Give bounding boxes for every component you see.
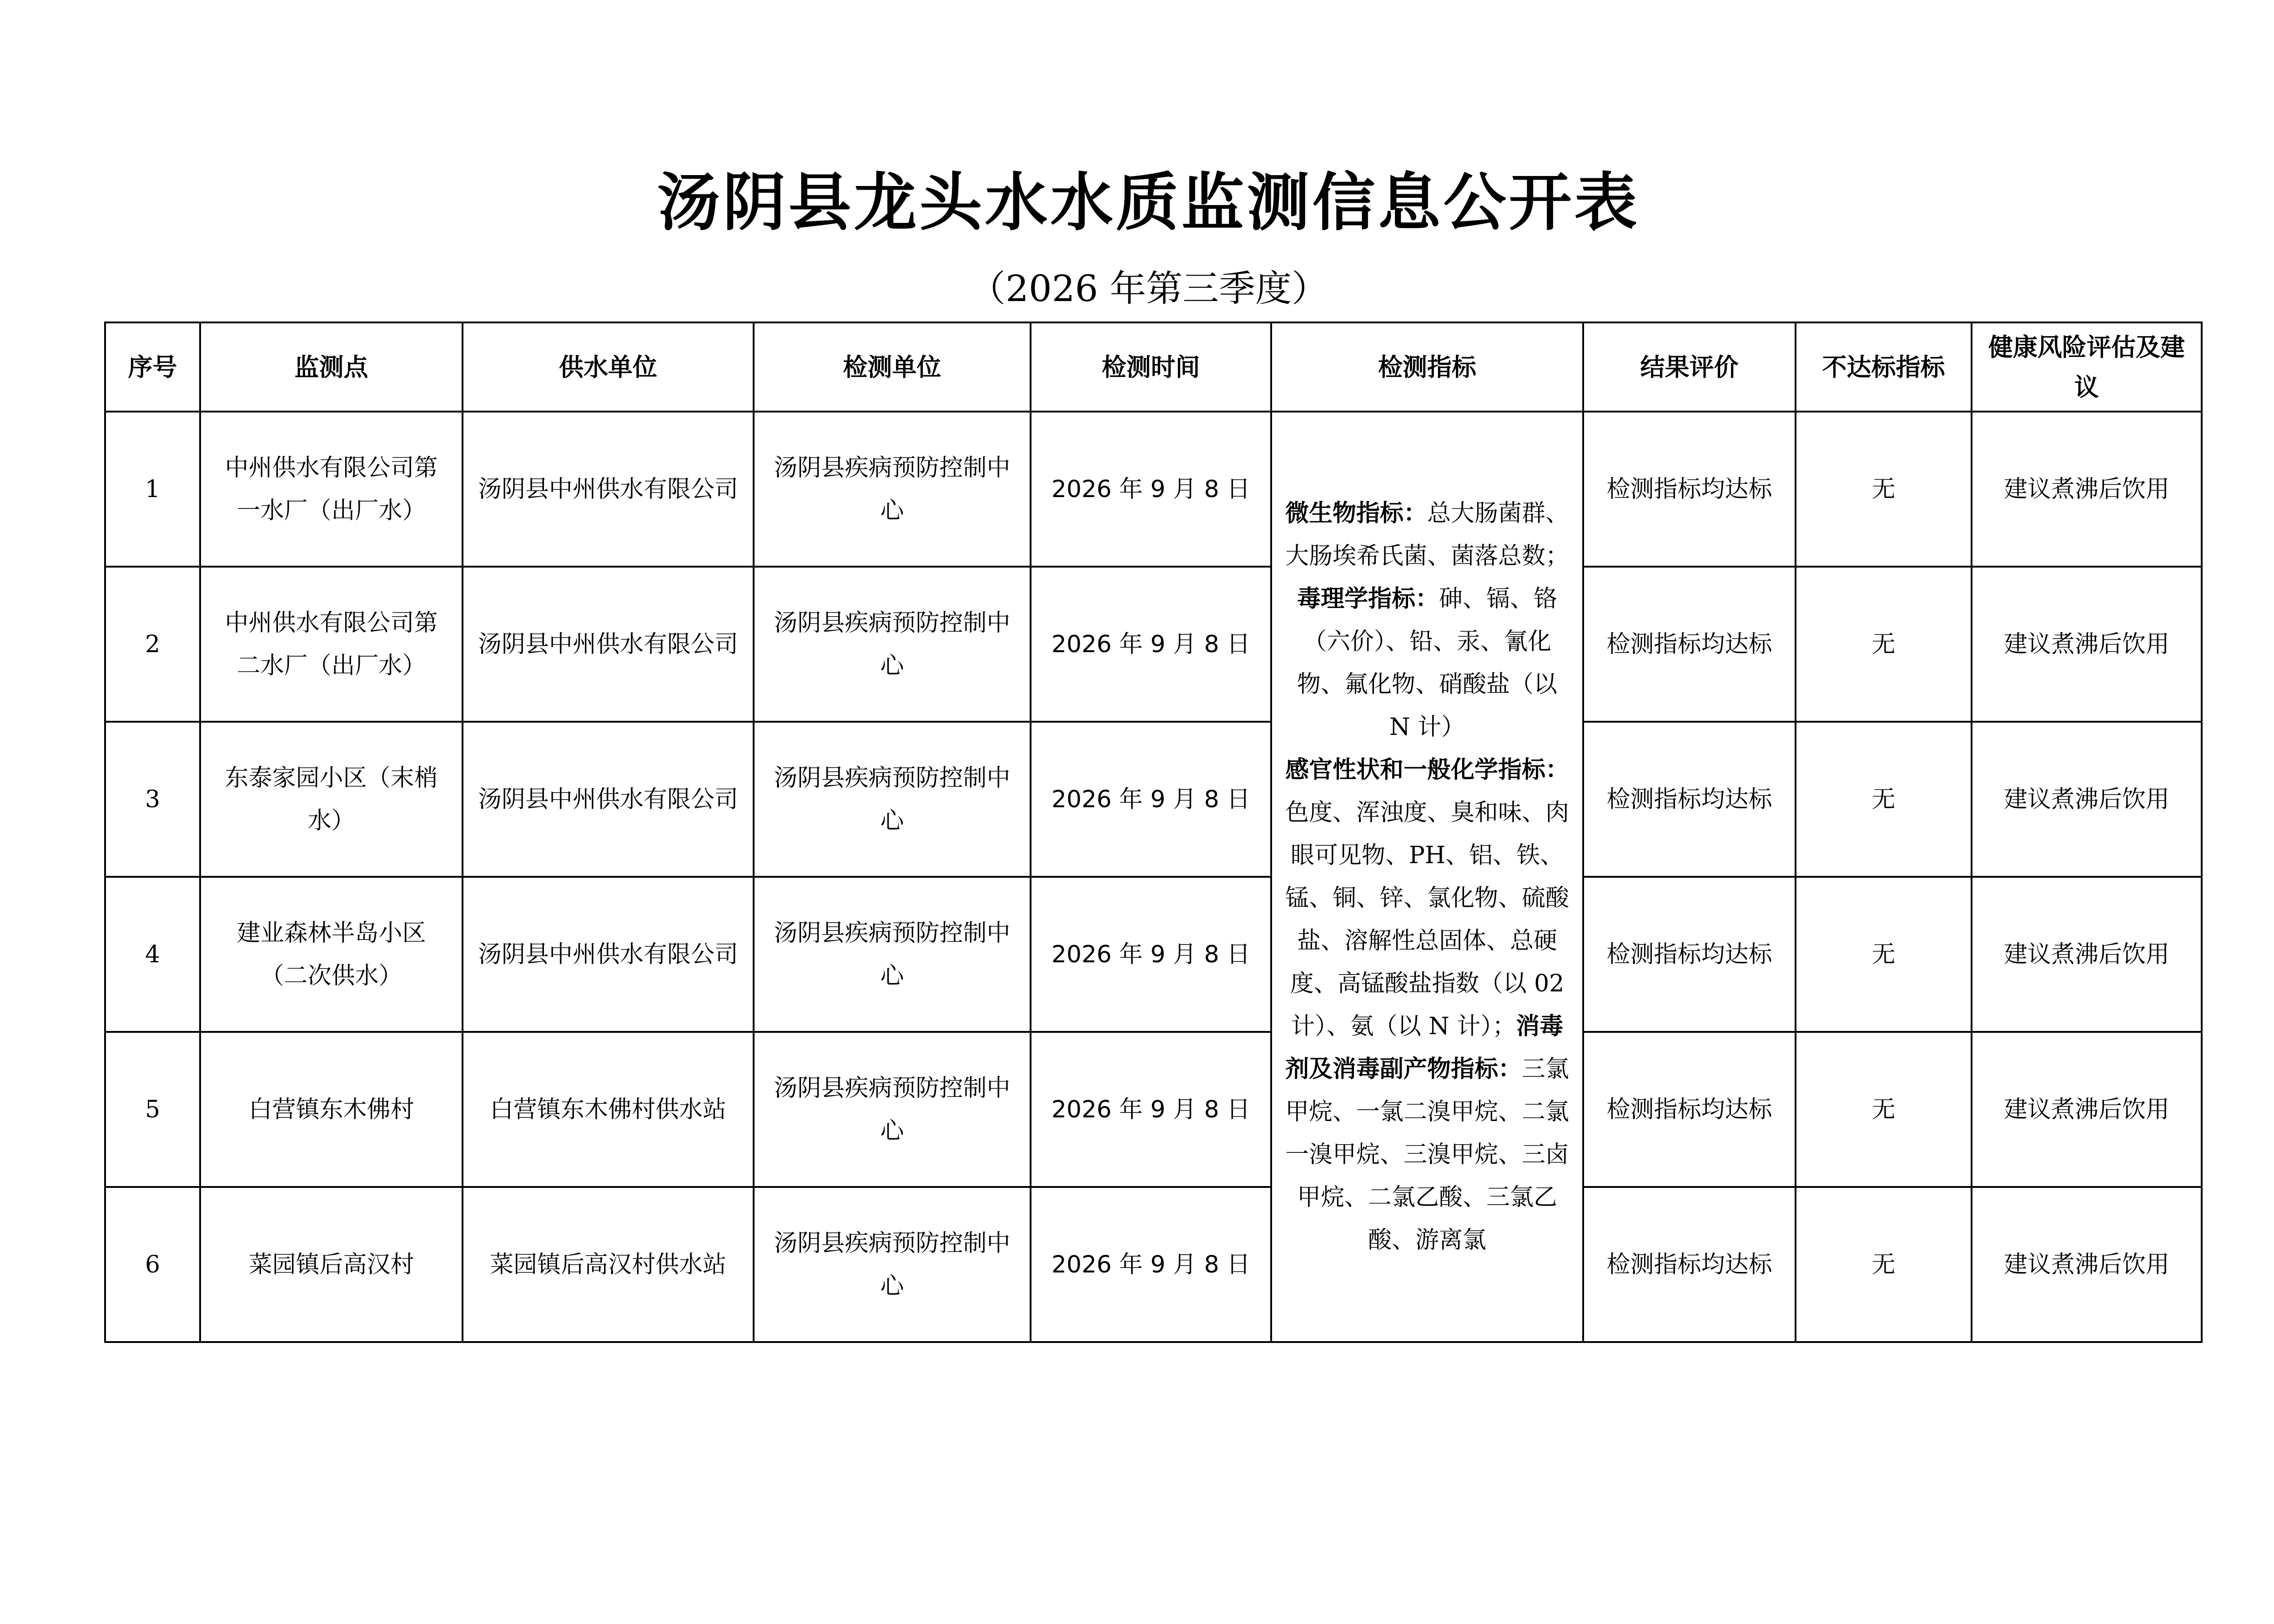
row-tester: 汤阴县疾病预防控制中心 [754,567,1031,722]
row-site: 东泰家园小区（末梢水） [200,722,463,877]
indicator-disinf-label: 消毒剂及消毒副产物指标： [1285,1012,1564,1083]
table-row [105,877,2202,1032]
row-seq: 4 [105,877,200,1032]
row-supplier: 汤阴县中州供水有限公司 [463,877,754,1032]
row-time: 2026 年 9 月 8 日 [1031,877,1271,1032]
row-advice: 建议煮沸后饮用 [1972,877,2202,1032]
indicator-sense-text: 色度、浑浊度、臭和味、肉眼可见物、PH、铝、铁、锰、铜、锌、氯化物、硫酸盐、溶解性总固体、总硬度、高锰酸盐指数（以 02 计）、氨（以 N 计）； [1285,799,1569,1040]
row-result: 检测指标均达标 [1583,567,1796,722]
row-tester: 汤阴县疾病预防控制中心 [754,1032,1031,1187]
row-result: 检测指标均达标 [1583,1032,1796,1187]
header-failed: 不达标指标 [1796,322,1972,412]
header-tester: 检测单位 [754,322,1031,412]
row-supplier: 汤阴县中州供水有限公司 [463,412,754,567]
row-site: 中州供水有限公司第一水厂（出厂水） [200,412,463,567]
row-result: 检测指标均达标 [1583,1187,1796,1342]
row-failed: 无 [1796,1032,1972,1187]
table-header-row [105,322,2202,412]
row-seq: 5 [105,1032,200,1187]
row-advice: 建议煮沸后饮用 [1972,722,2202,877]
indicators-cell [1271,412,1583,1342]
row-seq: 1 [105,412,200,567]
row-tester: 汤阴县疾病预防控制中心 [754,722,1031,877]
row-failed: 无 [1796,722,1972,877]
row-supplier: 白营镇东木佛村供水站 [463,1032,754,1187]
header-advice: 健康风险评估及建议 [1972,322,2202,412]
table-row [105,412,2202,567]
row-tester: 汤阴县疾病预防控制中心 [754,1187,1031,1342]
row-site: 建业森林半岛小区（二次供水） [200,877,463,1032]
row-result: 检测指标均达标 [1583,412,1796,567]
row-site: 菜园镇后高汉村 [200,1187,463,1342]
row-supplier: 汤阴县中州供水有限公司 [463,722,754,877]
indicator-tox-label: 毒理学指标： [1297,585,1439,613]
row-seq: 3 [105,722,200,877]
row-failed: 无 [1796,1187,1972,1342]
row-advice: 建议煮沸后饮用 [1972,1032,2202,1187]
header-time: 检测时间 [1031,322,1271,412]
indicator-sense-label: 感官性状和一般化学指标： [1285,756,1569,784]
row-advice: 建议煮沸后饮用 [1972,1187,2202,1342]
row-result: 检测指标均达标 [1583,722,1796,877]
row-supplier: 菜园镇后高汉村供水站 [463,1187,754,1342]
row-failed: 无 [1796,412,1972,567]
row-time: 2026 年 9 月 8 日 [1031,1187,1271,1342]
row-failed: 无 [1796,877,1972,1032]
header-result: 结果评价 [1583,322,1796,412]
row-time: 2026 年 9 月 8 日 [1031,567,1271,722]
indicator-tox-text: 砷、镉、铬（六价）、铅、汞、氰化物、氟化物、硝酸盐（以 N 计） [1297,585,1558,741]
row-advice: 建议煮沸后饮用 [1972,567,2202,722]
header-site: 监测点 [200,322,463,412]
document-subtitle: （2026 年第三季度） [969,267,1328,310]
row-seq: 2 [105,567,200,722]
indicator-disinf-text: 三氯甲烷、一氯二溴甲烷、二氯一溴甲烷、三溴甲烷、三卤甲烷、二氯乙酸、三氯乙酸、游离氯 [1285,1056,1570,1254]
table-row [105,722,2202,877]
row-tester: 汤阴县疾病预防控制中心 [754,877,1031,1032]
table-row [105,1032,2202,1187]
header-seq: 序号 [105,322,200,412]
row-tester: 汤阴县疾病预防控制中心 [754,412,1031,567]
row-time: 2026 年 9 月 8 日 [1031,412,1271,567]
row-supplier: 汤阴县中州供水有限公司 [463,567,754,722]
row-advice: 建议煮沸后饮用 [1972,412,2202,567]
row-time: 2026 年 9 月 8 日 [1031,722,1271,877]
header-supplier: 供水单位 [463,322,754,412]
row-time: 2026 年 9 月 8 日 [1031,1032,1271,1187]
table-row [105,1187,2202,1342]
row-seq: 6 [105,1187,200,1342]
monitoring-table [104,322,2203,1343]
table-row [105,567,2202,722]
row-site: 白营镇东木佛村 [200,1032,463,1187]
indicators-text [1285,492,1570,1262]
header-indicators: 检测指标 [1271,322,1583,412]
row-failed: 无 [1796,567,1972,722]
row-site: 中州供水有限公司第二水厂（出厂水） [200,567,463,722]
document-title: 汤阴县龙头水水质监测信息公开表 [657,165,1640,239]
row-result: 检测指标均达标 [1583,877,1796,1032]
indicator-micro-text: 总大肠菌群、大肠埃希氏菌、菌落总数； [1285,500,1570,570]
indicator-micro-label: 微生物指标： [1285,499,1427,527]
